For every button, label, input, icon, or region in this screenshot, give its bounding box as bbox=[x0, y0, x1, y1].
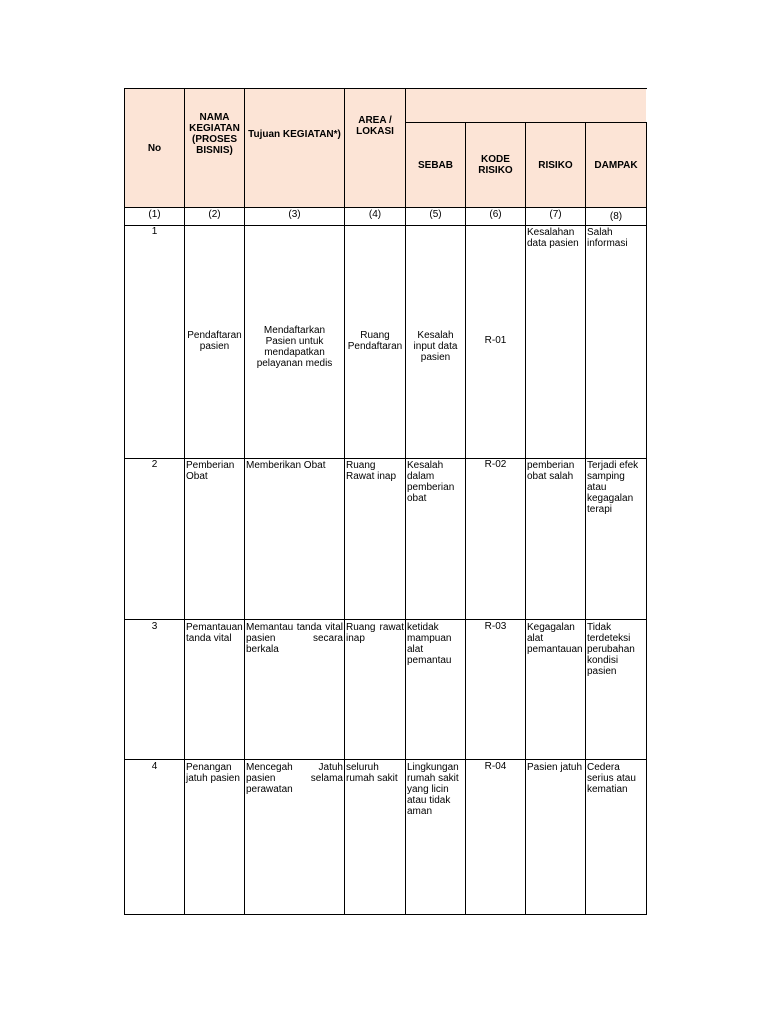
row-4-risiko: Pasien jatuh bbox=[527, 762, 583, 773]
table-border bbox=[124, 619, 647, 620]
header-no: No bbox=[147, 142, 162, 154]
row-3-area: Ruang rawat inap bbox=[346, 622, 404, 644]
col-number: (1) bbox=[148, 209, 161, 220]
col-number: (6) bbox=[489, 209, 502, 220]
col-number: (2) bbox=[208, 209, 221, 220]
header-dampak: DAMPAK bbox=[594, 159, 638, 171]
row-2-no: 2 bbox=[151, 459, 158, 470]
row-3-kode: R-03 bbox=[484, 621, 507, 632]
row-2-nama: Pemberian Obat bbox=[186, 460, 235, 482]
row-3-tujuan: Memantau tanda vital pasien secara berkala bbox=[246, 622, 343, 655]
row-1-no: 1 bbox=[151, 226, 158, 237]
row-1-risiko: Kesalahan data pasien bbox=[527, 227, 579, 249]
row-3-dampak: Tidak terdeteksi perubahan kondisi pasien bbox=[587, 622, 635, 677]
row-1-dampak: Salah informasi bbox=[587, 227, 628, 249]
row-4-sebab: Lingkungan rumah sakit yang licin atau tidak aman bbox=[407, 762, 459, 817]
row-4-tujuan: Mencegah Jatuh pasien selama perawatan bbox=[246, 762, 343, 795]
row-2-area: Ruang Rawat inap bbox=[346, 460, 397, 482]
col-number: (5) bbox=[429, 209, 442, 220]
row-3-risiko: Kegagalan alat pemantauan bbox=[527, 622, 583, 655]
row-3-sebab: ketidak mampuan alat pemantau bbox=[407, 622, 452, 666]
header-risiko: RISIKO bbox=[538, 159, 573, 171]
row-2-sebab: Kesalah dalam pemberian obat bbox=[407, 460, 455, 504]
row-4-area: seluruh rumah sakit bbox=[346, 762, 398, 784]
row-1-kode: R-01 bbox=[484, 335, 507, 346]
row-2-risiko: pemberian obat salah bbox=[527, 460, 575, 482]
row-2-dampak: Terjadi efek samping atau kegagalan terapi bbox=[587, 460, 639, 515]
header-tujuan: Tujuan KEGIATAN*) bbox=[248, 128, 341, 140]
table-border bbox=[124, 207, 647, 208]
row-4-no: 4 bbox=[151, 761, 158, 772]
row-2-tujuan: Memberikan Obat bbox=[246, 460, 326, 471]
table-border bbox=[124, 914, 647, 915]
row-4-nama: Penangan jatuh pasien bbox=[186, 762, 240, 784]
row-4-dampak: Cedera serius atau kematian bbox=[587, 762, 636, 795]
col-number: (8) bbox=[609, 211, 623, 222]
row-1-tujuan: Mendaftarkan Pasien untuk mendapatkan pelayanan medis bbox=[256, 325, 333, 369]
table-border bbox=[646, 122, 647, 915]
row-4-kode: R-04 bbox=[484, 761, 507, 772]
row-2-kode: R-02 bbox=[484, 459, 507, 470]
row-3-no: 3 bbox=[151, 621, 158, 632]
header-nama-kegiatan: NAMA KEGIATAN (PROSES BISNIS) bbox=[189, 112, 240, 156]
col-number: (7) bbox=[549, 209, 562, 220]
col-number: (4) bbox=[368, 209, 382, 220]
table-border bbox=[124, 759, 647, 760]
table-border bbox=[465, 122, 466, 915]
row-1-nama: Pendaftaran pasien bbox=[187, 330, 242, 352]
header-kode-risiko: KODE RISIKO bbox=[478, 154, 513, 176]
header-area: AREA / LOKASI bbox=[356, 115, 394, 137]
row-3-nama: Pemantauan tanda vital bbox=[186, 622, 243, 644]
row-1-area: Ruang Pendaftaran bbox=[347, 330, 403, 352]
col-number: (3) bbox=[288, 209, 301, 220]
row-1-sebab: Kesalah input data pasien bbox=[413, 330, 458, 363]
header-sebab: SEBAB bbox=[417, 159, 453, 171]
